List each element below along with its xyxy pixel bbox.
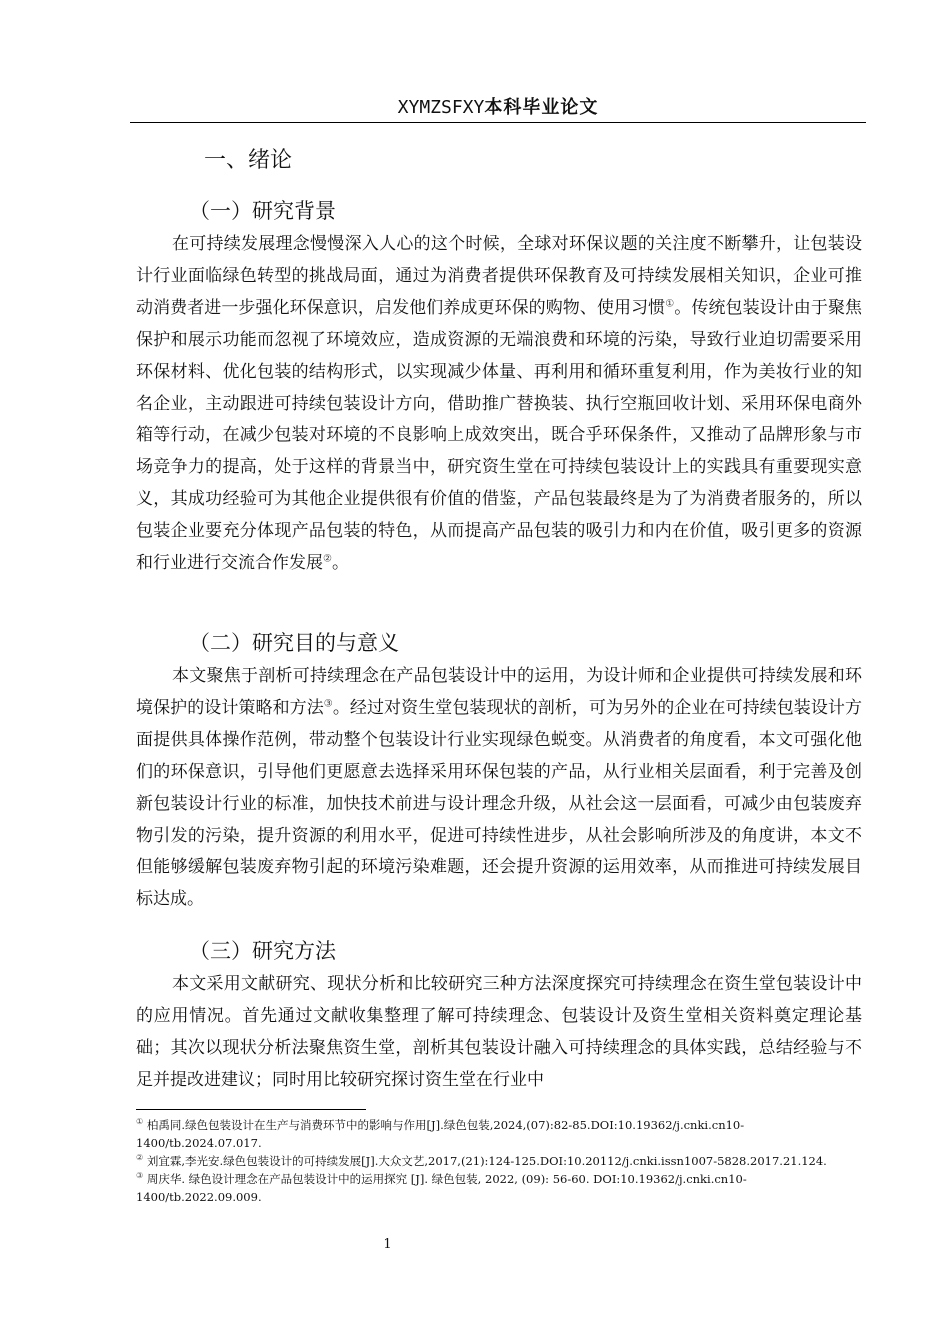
running-header — [130, 96, 866, 120]
section-heading-methods: （三）研究方法 — [189, 939, 336, 963]
section-heading-purpose: （二）研究目的与意义 — [189, 631, 399, 655]
footnote-2: ② 刘宜霖,李光安.绿色包装设计的可持续发展[J].大众文艺,2017,(21):124-125.DOI:10.20112/j.cnki.issn1007-5828.2017.21.124. — [136, 1153, 827, 1168]
page-number: 1 — [383, 1237, 392, 1252]
chapter-title: 一、绪论 — [204, 148, 293, 173]
footnote-ref-3[interactable]: ③ — [323, 698, 333, 710]
paragraph-background: 在可持续发展理念慢慢深入人心的这个时候，全球对环保议题的关注度不断攀升，让包装设计行业面临绿色转型的挑战局面，通过为消费者提供环保教育及可持续发展相关知识，企业可推动消费者进一步强化环保意识，启发他们养成更环保的购物、使用习惯①。传统包装设计由于聚焦保护和展示功能而忽视了环境效应，造成资源的无端浪费和环境的污染，导致行业迫切需要采用环保材料、优化包装的结构形式，以实现减少体量、再利用和循环重复利用，作为美妆行业的知名企业，主动跟进可持续包装设计方向，借助推广替换装、执行空瓶回收计划、采用环保电商外箱等行动，在减少包装对环境的不良影响上成效突出，既合乎环保条件，又推动了品牌形象与市场竞争力的提高，处于这样的背景当中，研究资生堂在可持续包装设计上的实践具有重要现实意义，其成功经验可为其他企业提供很有价值的借鉴，产品包装最终是为了为消费者服务的，所以包装企业要充分体现产品包装的特色，从而提高产品包装的吸引力和内在价值，吸引更多的资源和行业进行交流合作发展②。 — [136, 234, 863, 574]
footnotes — [136, 1116, 862, 1206]
footnote-separator — [136, 1109, 366, 1110]
header-rule — [130, 122, 866, 123]
footnote-ref-2[interactable]: ② — [323, 553, 332, 565]
header-code: XYMZSFXY — [397, 97, 485, 118]
section-heading-background: （一）研究背景 — [189, 199, 336, 223]
footnote-ref-1[interactable]: ① — [665, 298, 675, 310]
header-title: 本科毕业论文 — [484, 97, 599, 118]
footnote-1: ① 柏禹同.绿色包装设计在生产与消费环节中的影响与作用[J].绿色包装,2024,(07):82-85.DOI:10.19362/j.cnki.cn10-1400/tb.2024.07.017. — [136, 1117, 745, 1150]
paragraph-methods: 本文采用文献研究、现状分析和比较研究三种方法深度探究可持续理念在资生堂包装设计中的应用情况。首先通过文献收集整理了解可持续理念、包装设计及资生堂相关资料奠定理论基础；其次以现状分析法聚焦资生堂，剖析其包装设计融入可持续理念的具体实践，总结经验与不足并提改进建议；同时用比较研究探讨资生堂在行业中 — [136, 974, 862, 1090]
footnote-3: ③ 周庆华. 绿色设计理念在产品包装设计中的运用探究 [J]. 绿色包装, 2022, (09): 56-60. DOI:10.19362/j.cnki.cn10-1400/tb.2022.09.009. — [136, 1171, 747, 1204]
paragraph-purpose: 本文聚焦于剖析可持续理念在产品包装设计中的运用，为设计师和企业提供可持续发展和环境保护的设计策略和方法③。经过对资生堂包装现状的剖析，可为另外的企业在可持续包装设计方面提供具体操作范例，带动整个包装设计行业实现绿色蜕变。从消费者的角度看，本文可强化他们的环保意识，引导他们更愿意去选择采用环保包装的产品，从行业相关层面看，利于完善及创新包装设计行业的标准，加快技术前进与设计理念升级，从社会这一层面看，可减少由包装废弃物引发的污染，提升资源的利用水平，促进可持续性进步，从社会影响所涉及的角度讲，本文不但能够缓解包装废弃物引起的环境污染难题，还会提升资源的运用效率，从而推进可持续发展目标达成。 — [136, 666, 863, 910]
